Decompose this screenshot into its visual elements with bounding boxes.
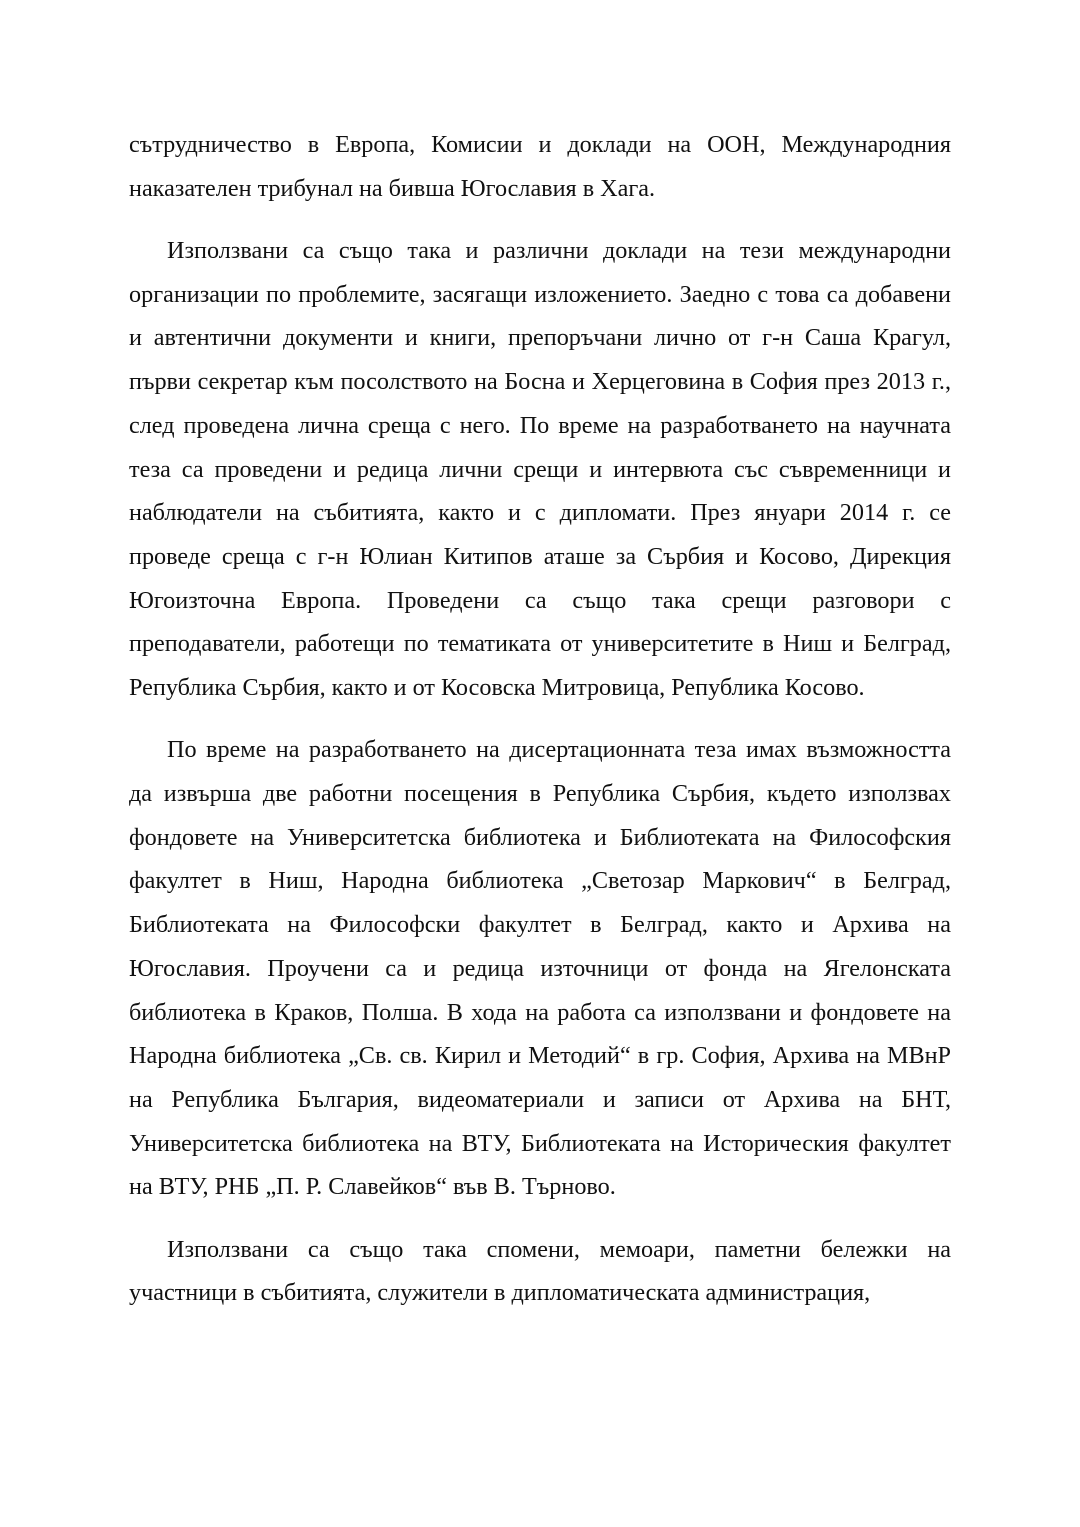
paragraph-3: По време на разработването на дисертационната теза имах възможността да извърша две работни посещения в Република Сърбия, където използвах фондовете на Университетска библиотека и Библиотеката на Философския факултет в Ниш, Народна библиотека „Светозар Маркович“ в Белград, Библиотеката на Философски факултет в Белград, както и Архива на Югославия. Проучени са и редица източници от фонда на Ягелонската библиотека в Краков, Полша. В хода на работа са използвани и фондовете на Народна библиотека „Св. св. Кирил и Методий“ в гр. София, Архива на МВнР на Република България, видеоматериали и записи от Архива на БНТ, Университетска библиотека на ВТУ, Библиотеката на Историческия факултет на ВТУ, РНБ „П. Р. Славейков“ във В. Търново. [129, 736, 951, 1201]
paragraph-4: Използвани са също така спомени, мемоари, паметни бележки на участници в събитията, служители в дипломатическата администрация, [129, 1235, 951, 1307]
paragraph-2: Използвани са също така и различни доклади на тези международни организации по проблемите, засягащи изложението. Заедно с това са добавени и автентични документи и книги, препоръчани лично от г-н Саша Крагул, първи секретар към посолството на Босна и Херцеговина в София през 2013 г., след проведена лична среща с него. По време на разработването на научната теза са проведени и редица лични срещи и интервюта със съвременници и наблюдатели на събитията, както и с дипломати. През януари 2014 г. се проведе среща с г-н Юлиан Китипов аташе за Сърбия и Косово, Дирекция Югоизточна Европа. Проведени са също така срещи разговори с преподаватели, работещи по тематиката от университетите в Ниш и Белград, Република Сърбия, както и от Косовска Митровица, Република Косово. [129, 237, 951, 702]
document-page [129, 123, 951, 1334]
paragraph-1: сътрудничество в Европа, Комисии и доклади на ООН, Международния наказателен трибунал на бивша Югославия в Хага. [129, 131, 951, 202]
